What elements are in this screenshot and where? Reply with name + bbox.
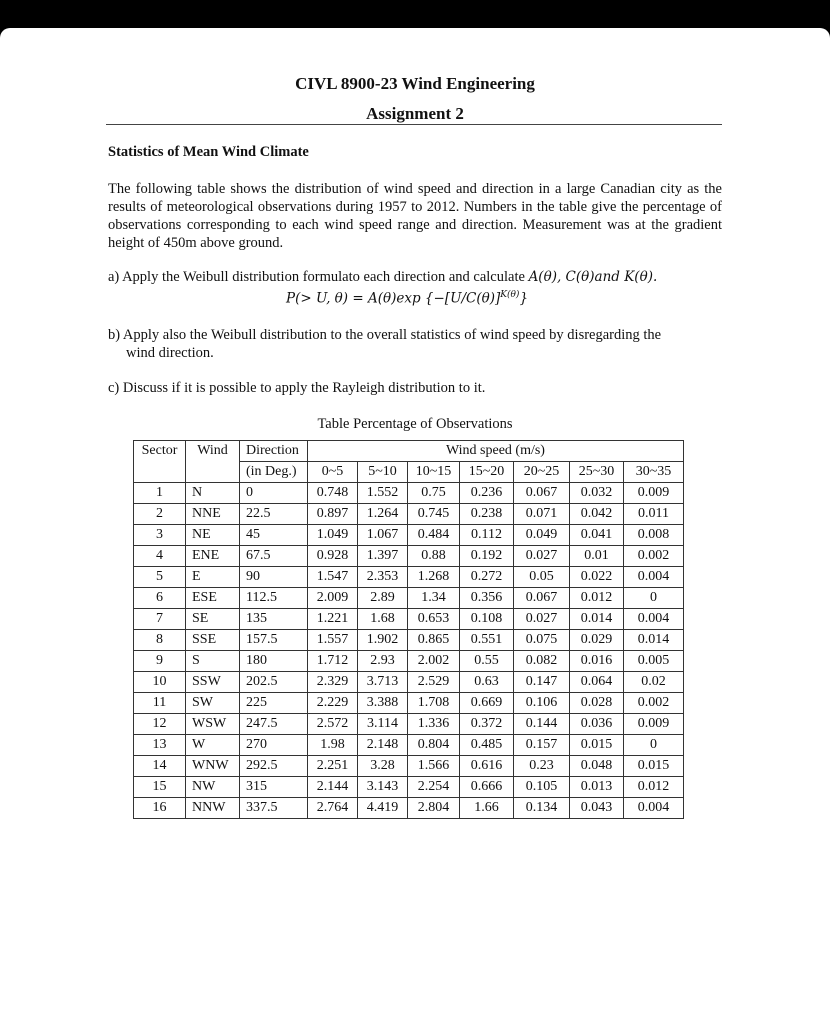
cell-value: 2.329 xyxy=(308,672,358,693)
header-range: 10~15 xyxy=(408,462,460,483)
cell-value: 0.013 xyxy=(570,777,624,798)
header-sector-blank xyxy=(134,462,186,483)
cell-sector: 9 xyxy=(134,651,186,672)
cell-value: 2.89 xyxy=(358,588,408,609)
cell-value: 0.63 xyxy=(460,672,514,693)
cell-direction: 135 xyxy=(240,609,308,630)
cell-value: 0.048 xyxy=(570,756,624,777)
cell-value: 0.745 xyxy=(408,504,460,525)
cell-value: 2.009 xyxy=(308,588,358,609)
cell-direction: 67.5 xyxy=(240,546,308,567)
cell-value: 1.049 xyxy=(308,525,358,546)
cell-value: 0.015 xyxy=(624,756,684,777)
cell-direction: 90 xyxy=(240,567,308,588)
cell-wind: SW xyxy=(186,693,240,714)
cell-value: 3.713 xyxy=(358,672,408,693)
cell-wind: WNW xyxy=(186,756,240,777)
cell-value: 0.043 xyxy=(570,798,624,819)
cell-wind: S xyxy=(186,651,240,672)
header-direction: Direction xyxy=(240,441,308,462)
cell-value: 0.049 xyxy=(514,525,570,546)
cell-value: 1.557 xyxy=(308,630,358,651)
cell-value: 0.88 xyxy=(408,546,460,567)
header-wind: Wind xyxy=(186,441,240,462)
cell-value: 3.388 xyxy=(358,693,408,714)
cell-value: 2.529 xyxy=(408,672,460,693)
cell-value: 0.075 xyxy=(514,630,570,651)
cell-value: 0.372 xyxy=(460,714,514,735)
cell-direction: 270 xyxy=(240,735,308,756)
header-range: 30~35 xyxy=(624,462,684,483)
cell-value: 0.027 xyxy=(514,546,570,567)
formula-end: } xyxy=(519,290,529,307)
cell-wind: ENE xyxy=(186,546,240,567)
question-a xyxy=(108,268,722,286)
cell-value: 2.93 xyxy=(358,651,408,672)
table-header-row xyxy=(134,441,684,462)
table-row xyxy=(134,798,684,819)
cell-value: 0.108 xyxy=(460,609,514,630)
cell-value: 1.067 xyxy=(358,525,408,546)
cell-direction: 202.5 xyxy=(240,672,308,693)
cell-value: 0.028 xyxy=(570,693,624,714)
cell-value: 0.022 xyxy=(570,567,624,588)
cell-value: 0.157 xyxy=(514,735,570,756)
cell-direction: 112.5 xyxy=(240,588,308,609)
table-row xyxy=(134,651,684,672)
intro-paragraph: The following table shows the distribution of wind speed and direction in a large Canadian city as the results of meteorological observations during 1957 to 2012. Numbers in the table give the percentage of observations corresponding to each wind speed range and direction. Measurement was at the gradient height of 450m above ground. xyxy=(108,181,722,251)
cell-value: 0.147 xyxy=(514,672,570,693)
cell-value: 0.011 xyxy=(624,504,684,525)
cell-sector: 16 xyxy=(134,798,186,819)
question-c: c) Discuss if it is possible to apply the Rayleigh distribution to it. xyxy=(108,380,486,396)
cell-value: 1.34 xyxy=(408,588,460,609)
cell-direction: 247.5 xyxy=(240,714,308,735)
question-b xyxy=(108,326,722,362)
cell-value: 0.112 xyxy=(460,525,514,546)
table-row xyxy=(134,630,684,651)
cell-value: 0.551 xyxy=(460,630,514,651)
cell-wind: WSW xyxy=(186,714,240,735)
cell-direction: 45 xyxy=(240,525,308,546)
cell-value: 0.192 xyxy=(460,546,514,567)
cell-value: 2.764 xyxy=(308,798,358,819)
cell-value: 0.616 xyxy=(460,756,514,777)
cell-value: 0.748 xyxy=(308,483,358,504)
cell-value: 0.134 xyxy=(514,798,570,819)
cell-direction: 225 xyxy=(240,693,308,714)
cell-value: 3.28 xyxy=(358,756,408,777)
cell-value: 0.009 xyxy=(624,483,684,504)
cell-value: 0 xyxy=(624,588,684,609)
cell-value: 0.029 xyxy=(570,630,624,651)
cell-value: 0.082 xyxy=(514,651,570,672)
cell-sector: 12 xyxy=(134,714,186,735)
cell-wind: W xyxy=(186,735,240,756)
header-range: 5~10 xyxy=(358,462,408,483)
cell-value: 2.572 xyxy=(308,714,358,735)
table-row xyxy=(134,546,684,567)
cell-value: 1.68 xyxy=(358,609,408,630)
cell-value: 0.75 xyxy=(408,483,460,504)
cell-value: 0.002 xyxy=(624,546,684,567)
cell-value: 2.353 xyxy=(358,567,408,588)
cell-value: 0.23 xyxy=(514,756,570,777)
cell-value: 1.98 xyxy=(308,735,358,756)
cell-value: 0.484 xyxy=(408,525,460,546)
cell-sector: 15 xyxy=(134,777,186,798)
question-b-line1: b) Apply also the Weibull distribution to the overall statistics of wind speed by disregarding the xyxy=(108,327,662,343)
header-divider xyxy=(106,124,722,125)
cell-value: 0.015 xyxy=(570,735,624,756)
header-range: 20~25 xyxy=(514,462,570,483)
cell-value: 0.014 xyxy=(624,630,684,651)
cell-direction: 315 xyxy=(240,777,308,798)
question-a-math: A(θ), C(θ)and K(θ). xyxy=(528,269,658,285)
cell-value: 0.004 xyxy=(624,567,684,588)
cell-value: 3.114 xyxy=(358,714,408,735)
cell-value: 0.106 xyxy=(514,693,570,714)
cell-value: 1.221 xyxy=(308,609,358,630)
cell-value: 1.66 xyxy=(460,798,514,819)
header-wind-speed: Wind speed (m/s) xyxy=(308,441,684,462)
cell-direction: 0 xyxy=(240,483,308,504)
table-subheader-row xyxy=(134,462,684,483)
cell-value: 0.105 xyxy=(514,777,570,798)
cell-value: 2.251 xyxy=(308,756,358,777)
cell-value: 2.804 xyxy=(408,798,460,819)
cell-value: 2.229 xyxy=(308,693,358,714)
cell-value: 0.02 xyxy=(624,672,684,693)
cell-sector: 3 xyxy=(134,525,186,546)
cell-value: 0.041 xyxy=(570,525,624,546)
cell-value: 0.897 xyxy=(308,504,358,525)
cell-value: 2.254 xyxy=(408,777,460,798)
cell-value: 0.653 xyxy=(408,609,460,630)
cell-value: 4.419 xyxy=(358,798,408,819)
cell-value: 0.238 xyxy=(460,504,514,525)
table-caption: Table Percentage of Observations xyxy=(317,416,513,432)
table-row xyxy=(134,672,684,693)
weibull-formula xyxy=(286,290,528,307)
header-range: 25~30 xyxy=(570,462,624,483)
cell-sector: 14 xyxy=(134,756,186,777)
table-row xyxy=(134,567,684,588)
assignment-subtitle: Assignment 2 xyxy=(366,104,464,123)
cell-value: 0.071 xyxy=(514,504,570,525)
cell-value: 0.272 xyxy=(460,567,514,588)
cell-sector: 10 xyxy=(134,672,186,693)
cell-value: 2.002 xyxy=(408,651,460,672)
cell-sector: 6 xyxy=(134,588,186,609)
cell-value: 2.144 xyxy=(308,777,358,798)
cell-wind: NNW xyxy=(186,798,240,819)
cell-value: 0.804 xyxy=(408,735,460,756)
document-title: CIVL 8900-23 Wind Engineering xyxy=(295,74,535,93)
cell-value: 2.148 xyxy=(358,735,408,756)
cell-sector: 13 xyxy=(134,735,186,756)
cell-value: 0.016 xyxy=(570,651,624,672)
cell-value: 1.397 xyxy=(358,546,408,567)
formula-main: P(> U, θ) = A(θ)exp {−[U/C(θ)] xyxy=(286,290,501,307)
cell-value: 0 xyxy=(624,735,684,756)
cell-sector: 11 xyxy=(134,693,186,714)
table-row xyxy=(134,588,684,609)
cell-direction: 337.5 xyxy=(240,798,308,819)
table-row xyxy=(134,777,684,798)
cell-value: 1.268 xyxy=(408,567,460,588)
table-row xyxy=(134,714,684,735)
observations-table xyxy=(133,440,684,819)
cell-wind: SSE xyxy=(186,630,240,651)
cell-sector: 1 xyxy=(134,483,186,504)
cell-value: 0.064 xyxy=(570,672,624,693)
cell-sector: 8 xyxy=(134,630,186,651)
cell-value: 0.004 xyxy=(624,609,684,630)
cell-value: 0.144 xyxy=(514,714,570,735)
cell-value: 0.002 xyxy=(624,693,684,714)
cell-wind: N xyxy=(186,483,240,504)
cell-wind: SE xyxy=(186,609,240,630)
cell-sector: 5 xyxy=(134,567,186,588)
cell-value: 1.547 xyxy=(308,567,358,588)
cell-value: 1.566 xyxy=(408,756,460,777)
cell-value: 0.356 xyxy=(460,588,514,609)
cell-direction: 292.5 xyxy=(240,756,308,777)
table-row xyxy=(134,609,684,630)
cell-value: 0.027 xyxy=(514,609,570,630)
cell-value: 0.014 xyxy=(570,609,624,630)
formula-exponent: K(θ) xyxy=(500,290,520,300)
cell-value: 0.067 xyxy=(514,483,570,504)
header-sector: Sector xyxy=(134,441,186,462)
cell-direction: 180 xyxy=(240,651,308,672)
cell-value: 0.009 xyxy=(624,714,684,735)
header-range: 0~5 xyxy=(308,462,358,483)
cell-value: 0.01 xyxy=(570,546,624,567)
cell-value: 0.236 xyxy=(460,483,514,504)
table-row xyxy=(134,504,684,525)
cell-wind: ESE xyxy=(186,588,240,609)
cell-value: 3.143 xyxy=(358,777,408,798)
cell-direction: 157.5 xyxy=(240,630,308,651)
cell-sector: 4 xyxy=(134,546,186,567)
cell-value: 0.485 xyxy=(460,735,514,756)
cell-value: 0.036 xyxy=(570,714,624,735)
table-row xyxy=(134,735,684,756)
cell-value: 0.05 xyxy=(514,567,570,588)
cell-wind: NE xyxy=(186,525,240,546)
cell-sector: 2 xyxy=(134,504,186,525)
cell-value: 0.067 xyxy=(514,588,570,609)
table-row xyxy=(134,756,684,777)
header-wind-blank xyxy=(186,462,240,483)
cell-wind: NW xyxy=(186,777,240,798)
cell-value: 0.042 xyxy=(570,504,624,525)
cell-value: 1.264 xyxy=(358,504,408,525)
question-b-line2: wind direction. xyxy=(126,345,214,361)
cell-value: 0.865 xyxy=(408,630,460,651)
cell-wind: NNE xyxy=(186,504,240,525)
cell-value: 1.712 xyxy=(308,651,358,672)
header-range: 15~20 xyxy=(460,462,514,483)
cell-value: 0.55 xyxy=(460,651,514,672)
cell-value: 0.928 xyxy=(308,546,358,567)
cell-value: 0.012 xyxy=(624,777,684,798)
cell-sector: 7 xyxy=(134,609,186,630)
section-heading: Statistics of Mean Wind Climate xyxy=(108,144,309,160)
table-row xyxy=(134,525,684,546)
table-row xyxy=(134,693,684,714)
header-direction-unit: (in Deg.) xyxy=(240,462,308,483)
cell-value: 0.666 xyxy=(460,777,514,798)
cell-value: 0.669 xyxy=(460,693,514,714)
document-page xyxy=(0,28,830,1024)
cell-value: 0.032 xyxy=(570,483,624,504)
cell-value: 1.902 xyxy=(358,630,408,651)
cell-wind: SSW xyxy=(186,672,240,693)
cell-value: 0.012 xyxy=(570,588,624,609)
cell-wind: E xyxy=(186,567,240,588)
cell-value: 1.708 xyxy=(408,693,460,714)
cell-value: 0.008 xyxy=(624,525,684,546)
cell-value: 1.336 xyxy=(408,714,460,735)
cell-value: 0.004 xyxy=(624,798,684,819)
cell-value: 1.552 xyxy=(358,483,408,504)
question-a-text: a) Apply the Weibull distribution formulato each direction and calculate xyxy=(108,269,529,285)
table-row xyxy=(134,483,684,504)
cell-value: 0.005 xyxy=(624,651,684,672)
cell-direction: 22.5 xyxy=(240,504,308,525)
